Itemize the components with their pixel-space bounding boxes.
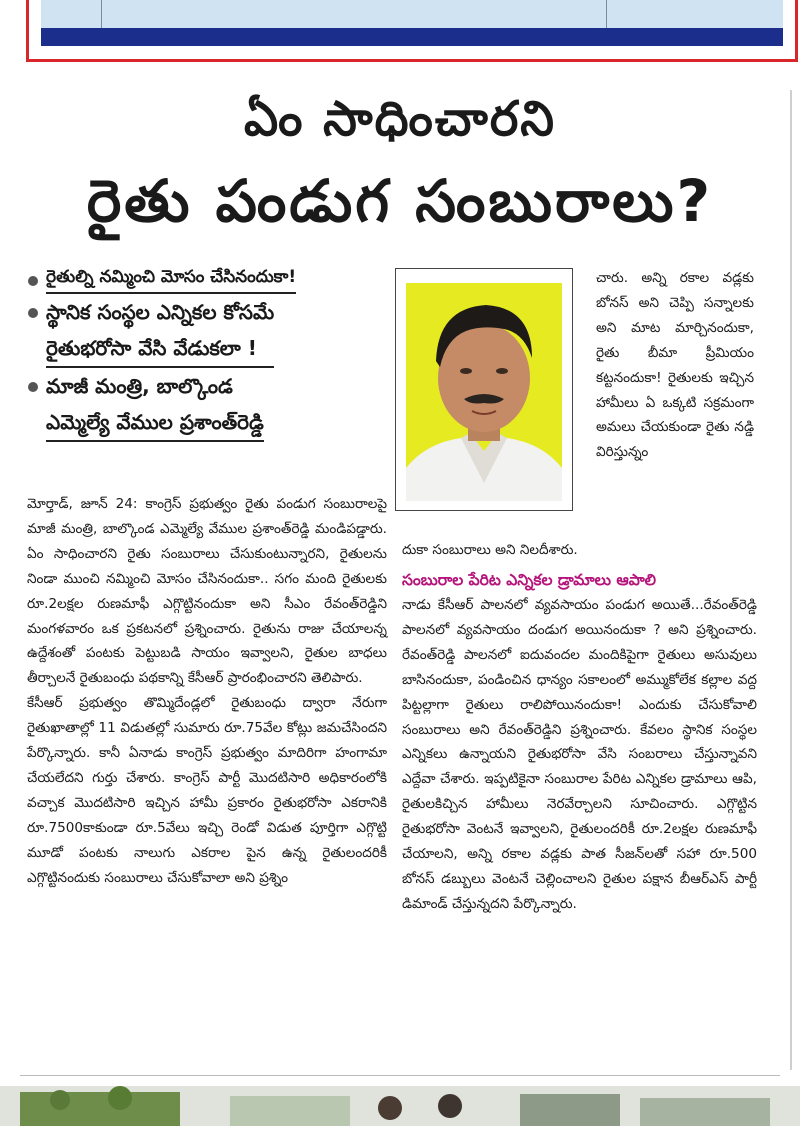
article-column-left — [27, 492, 387, 891]
bullet-dot-icon — [28, 276, 38, 286]
next-article-photo — [0, 1086, 800, 1126]
article-column-right-top — [596, 266, 754, 465]
article-paragraph: కేసీఆర్‌ ప్రభుత్వం తొమ్మిదేండ్లలో రైతుబంధు ద్వారా నేరుగా రైతుఖాతాల్లో 11 విడుతల్లో సుమారు రూ.75వేల కోట్లు జమచేసిందని పేర్కొన్నారు. కానీ ఏనాడు కాంగ్రెస్‌ ప్రభుత్వం మాదిరిగా హంగామా చేయలేదని గుర్తు చేశారు. కాంగ్రెస్‌ పార్టీ మొదటిసారి అధికారంలోకి వచ్చాక మొదటిసారి ఇచ్చిన హామీ ప్రకారం రైతుభరోసా ఎకరానికి రూ.7500కాకుండా రూ.5వేలు ఇచ్చి రెండో విడుత పూర్తిగా ఎగ్గొట్టి మూడో పంటకు నాలుగు ఎకరాల పైన ఉన్న రైతులందరికీ ఎగ్గొట్టినందుకు సంబురాలు చేసుకోవాలా అని ప్రశ్నిం — [27, 695, 387, 886]
article-paragraph: నాడు కేసీఆర్‌ పాలనలో వ్యవసాయం పండుగ అయితే...రేవంత్‌రెడ్డి పాలనలో వ్యవసాయం దండుగ అయినందుకా ? అని ప్రశ్నించారు. రేవంత్‌రెడ్డి పాలనలో ఐదువందల మందికిపైగా రైతులు అసువులు బాసినందుకా, పండించిన ధాన్యం సకాలంలో అమ్ముకోలేక కల్లాల వద్ద పిట్టల్లాగా రైతులు రాలిపోయినందుకా! ఎందుకు చేసుకోవాలి సంబురాలు అని రేవంత్‌రెడ్డిని ప్రశ్నించారు. కేవలం స్థానిక సంస్థల ఎన్నికలు ఉన్నాయని రైతుభరోసా వేసి సంబరాలు చేస్తున్నావని ఎద్దేవా చేశారు. ఇప్పటికైనా సంబురాల పేరిట ఎన్నికల డ్రామాలు ఆపి, రైతులకిచ్చిన హామీలు నెరవేర్చాలని సూచించారు. ఎగ్గొట్టిన రైతుభరోసా వెంటనే ఇవ్వాలని, రైతులందరికీ రూ.2లక్షల రుణమాఫీ చేయాలని, అన్ని రకాల వడ్లకు పాత సీజన్‌లతో సహా రూ.500 బోనస్‌ డబ్బులు వెంటనే చెల్లించాలని రైతుల పక్షాన బీఆర్‌ఎస్‌ పార్టీ డిమాండ్‌ చేస్తున్నదని పేర్కొన్నారు. — [402, 597, 757, 912]
bullet-list — [28, 262, 378, 442]
bullet-item — [28, 262, 378, 294]
article-column-right-continuation — [402, 538, 757, 563]
section-divider — [20, 1075, 780, 1076]
bullet-item — [28, 368, 378, 442]
article-paragraph: దుకా సంబురాలు అని నిలదీశారు. — [402, 542, 578, 558]
bullet-dot-icon — [28, 382, 38, 392]
bullet-text: రైతుభరోసా వేసి వేడుకలా ! — [46, 330, 274, 368]
portrait-photo-frame — [395, 268, 573, 511]
masthead-blue-bar — [41, 28, 783, 46]
bullet-text: మాజీ మంత్రి, బాల్కొండ — [46, 374, 233, 398]
headline-line-2: రైతు పండుగ సంబురాలు? — [86, 167, 714, 235]
headline-line-1: ఏం సాధించారని — [244, 91, 556, 147]
masthead-strip — [41, 0, 783, 29]
masthead-frame — [26, 0, 798, 62]
bullet-text: ఎమ్మెల్యే వేముల ప్రశాంత్‌రెడ్డి — [46, 404, 264, 442]
portrait-photo — [406, 283, 562, 501]
bullet-text: రైతుల్ని నమ్మించి మోసం చేసినందుకా! — [46, 262, 296, 294]
bullet-item — [28, 294, 378, 368]
bullet-dot-icon — [28, 308, 38, 318]
article-paragraph: మోర్తాడ్‌, జూన్‌ 24: కాంగ్రెస్‌ ప్రభుత్వం రైతు పండుగ సంబురాలపై మాజీ మంత్రి, బాల్కొండ ఎమ్మెల్యే వేముల ప్రశాంత్‌రెడ్డి మండిపడ్డారు. ఏం సాధించారని రైతు సంబురాలు చేసుకుంటున్నారని, రైతులను నిండా ముంచి నమ్మించి మోసం చేసినందుకా.. సగం మంది రైతులకు రూ.2లక్షల రుణమాఫీ ఎగ్గొట్టినందుకా అని సీఎం రేవంత్‌రెడ్డిని మంగళవారం ఒక ప్రకటనలో ప్రశ్నించారు. రైతును రాజు చేయాలన్న ఉద్దేశంతో పంటకు పెట్టుబడి సాయం ఇవ్వాలని, రైతుల బాధలు తీర్చాలనే రైతుబంధు పథకాన్ని కేసీఆర్‌ ప్రారంభించారని తెలిపారు. — [27, 496, 387, 687]
article-column-right-bottom — [402, 593, 757, 917]
bullet-text: స్థానిక సంస్థల ఎన్నికల కోసమే — [46, 300, 275, 324]
article-paragraph: చారు. అన్ని రకాల వడ్లకు బోనస్‌ అని చెప్పి సన్నాలకు అని మాట మార్చినందుకా, రైతు బీమా ప్రీమియం కట్టనందుకా! రైతులకు ఇచ్చిన హామీలు ఏ ఒక్కటి సక్రమంగా అమలు చేయకుండా రైతు నడ్డి విరిస్తున్నం — [596, 270, 754, 461]
article-subheading: సంబురాల పేరిట ఎన్నికల డ్రామాలు ఆపాలి — [402, 571, 657, 589]
